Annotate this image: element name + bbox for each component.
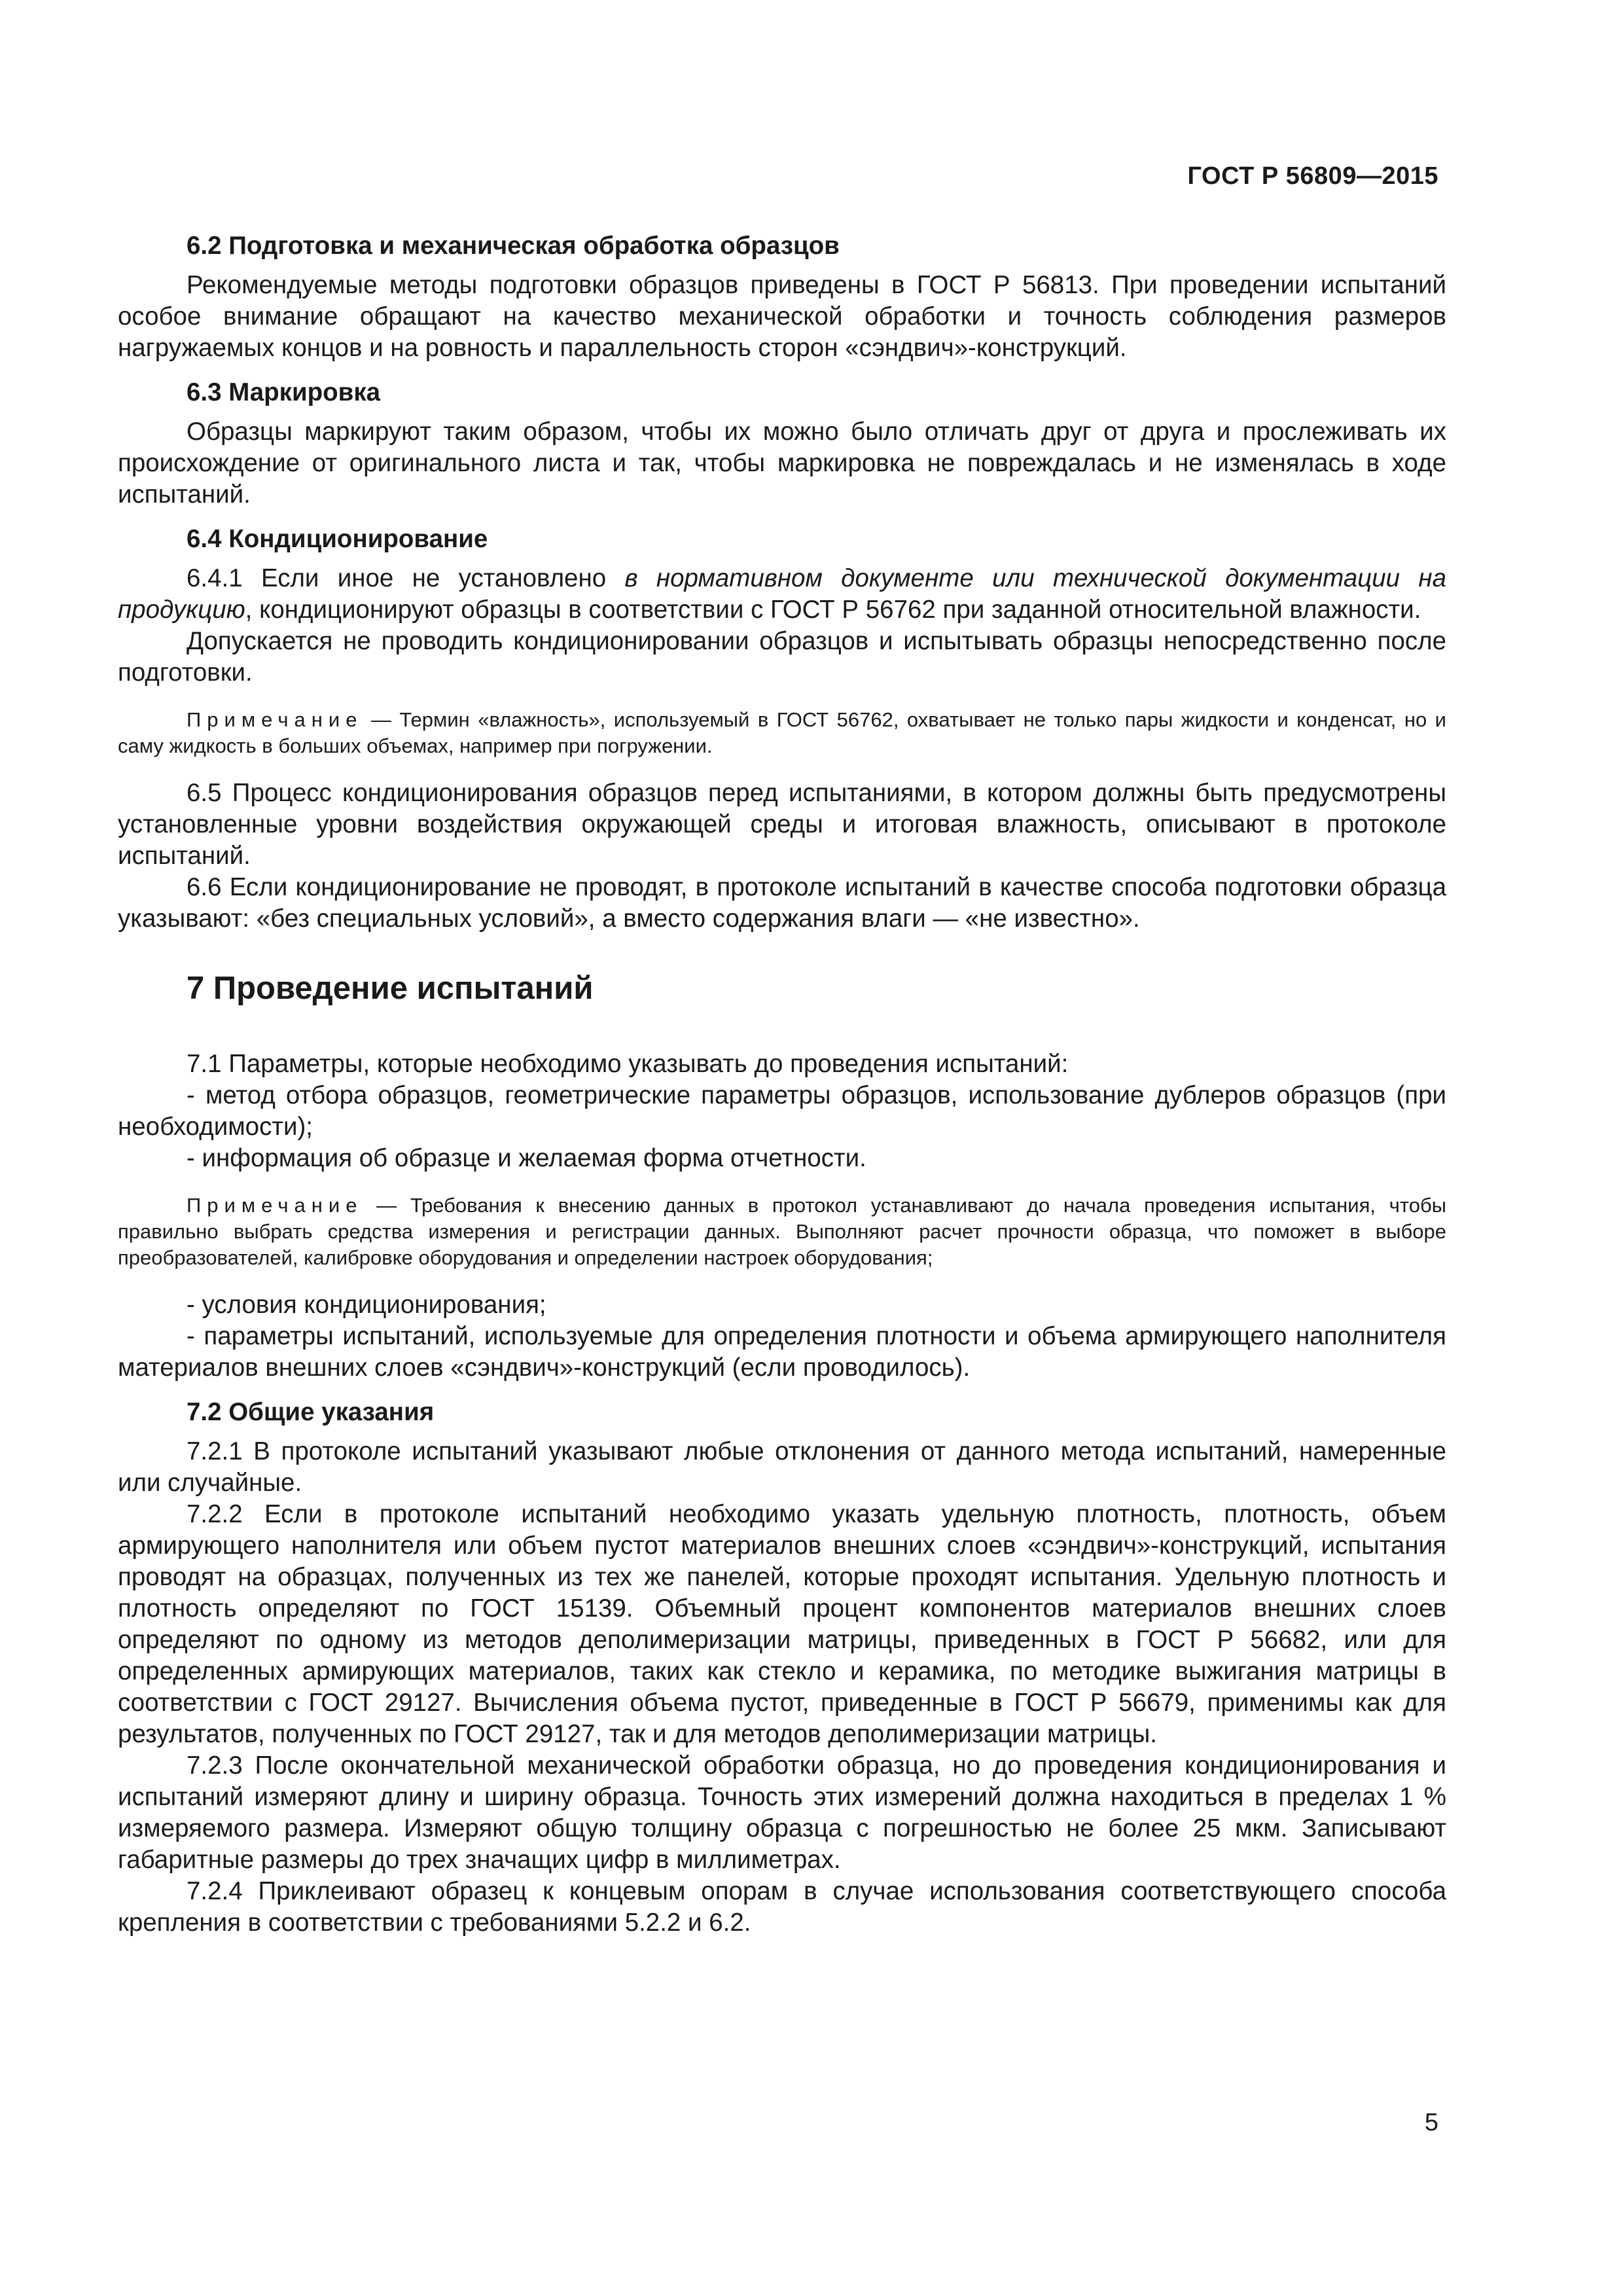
section-7-1-paragraph: 7.1 Параметры, которые необходимо указывать до проведения испытаний:	[187, 1050, 1069, 1078]
section-6-2-title: 6.2 Подготовка и механическая обработка образцов	[187, 232, 840, 260]
section-7-2-3-paragraph: 7.2.3 После окончательной механической обработки образца, но до проведения кондиционирования и испытаний измеряют длину и ширину образца. Точность этих измерений должна находиться в пределах 1 % измеряемого размера. Измеряют общую толщину образца с погрешностью не более 25 мкм. Записывают габаритные размеры до трех значащих цифр в миллиметрах.	[118, 1751, 1446, 1874]
section-6-4-1-paragraph: 6.4.1 Если иное не установлено в нормативном документе или технической документации на продукцию, кондиционируют образцы в соответствии с ГОСТ Р 56762 при заданной относительной влажности.	[118, 564, 1446, 624]
section-6-6-paragraph: 6.6 Если кондиционирование не проводят, в протоколе испытаний в качестве способа подготовки образца указывают: «без специальных условий», а вместо содержания влаги — «не известно».	[118, 873, 1446, 933]
note-requirements: Примечание — Требования к внесению данных в протокол устанавливают до начала проведения испытания, чтобы правильно выбрать средства измерения и регистрации данных. Выполняют расчет прочности образца, что поможет в выборе преобразователей, калибровке оборудования и определении настроек оборудования;	[118, 1194, 1446, 1269]
section-7-2-4-paragraph: 7.2.4 Приклеивают образец к концевым опорам в случае использования соответствующего способа крепления в соответствии с требованиями 5.2.2 и 6.2.	[118, 1877, 1446, 1937]
section-6-4-paragraph-2: Допускается не проводить кондиционировании образцов и испытывать образцы непосредственно после подготовки.	[118, 627, 1446, 687]
list-item: - информация об образце и желаемая форма отчетности.	[187, 1144, 866, 1172]
list-item: - метод отбора образцов, геометрические параметры образцов, использование дублеров образцов (при необходимости);	[118, 1081, 1446, 1141]
section-7-2-2-paragraph: 7.2.2 Если в протоколе испытаний необходимо указать удельную плотность, плотность, объем армирующего наполнителя или объем пустот материалов внешних слоев «сэндвич»-конструкций, испытания проводят на образцах, полученных из тех же панелей, которые проходят испытания. Удельную плотность и плотность определяют по ГОСТ 15139. Объемный процент компонентов материалов внешних слоев определяют по одному из методов деполимеризации матрицы, приведенных в ГОСТ Р 56682, или для определенных армирующих материалов, таких как стекло и керамика, по методике выжигания матрицы в соответствии с ГОСТ 29127. Вычисления объема пустот, приведенные в ГОСТ Р 56679, применимы как для результатов, полученных по ГОСТ 29127, так и для методов деполимеризации матрицы.	[118, 1500, 1446, 1748]
document-code-header: ГОСТ Р 56809—2015	[1187, 162, 1438, 190]
section-7-2-1-paragraph: 7.2.1 В протоколе испытаний указывают любые отклонения от данного метода испытаний, намеренные или случайные.	[118, 1437, 1446, 1497]
section-6-3-paragraph: Образцы маркируют таким образом, чтобы их можно было отличать друг от друга и прослеживать их происхождение от оригинального листа и так, чтобы маркировка не повреждалась и не изменялась в ходе испытаний.	[118, 418, 1446, 509]
section-7-2-title: 7.2 Общие указания	[187, 1398, 435, 1426]
list-item: - параметры испытаний, используемые для определения плотности и объема армирующего наполнителя материалов внешних слоев «сэндвич»-конструкций (если проводилось).	[118, 1322, 1446, 1382]
page-number: 5	[1424, 2109, 1438, 2136]
section-6-3-title: 6.3 Маркировка	[187, 378, 381, 406]
section-6-5-paragraph: 6.5 Процесс кондиционирования образцов перед испытаниями, в котором должны быть предусмотрены установленные уровни воздействия окружающей среды и итоговая влажность, описывают в протоколе испытаний.	[118, 779, 1446, 870]
list-item: - условия кондиционирования;	[187, 1291, 546, 1319]
section-6-4-title: 6.4 Кондиционирование	[187, 525, 488, 553]
document-body	[118, 230, 1446, 1939]
note-humidity: Примечание — Термин «влажность», используемый в ГОСТ 56762, охватывает не только пары жидкости и конденсат, но и саму жидкость в больших объемах, например при погружении.	[118, 708, 1446, 757]
section-7-title: 7 Проведение испытаний	[187, 971, 594, 1006]
section-6-2-paragraph: Рекомендуемые методы подготовки образцов приведены в ГОСТ Р 56813. При проведении испытаний особое внимание обращают на качество механической обработки и точность соблюдения размеров нагружаемых концов и на ровность и параллельность сторон «сэндвич»-конструкций.	[118, 271, 1446, 362]
